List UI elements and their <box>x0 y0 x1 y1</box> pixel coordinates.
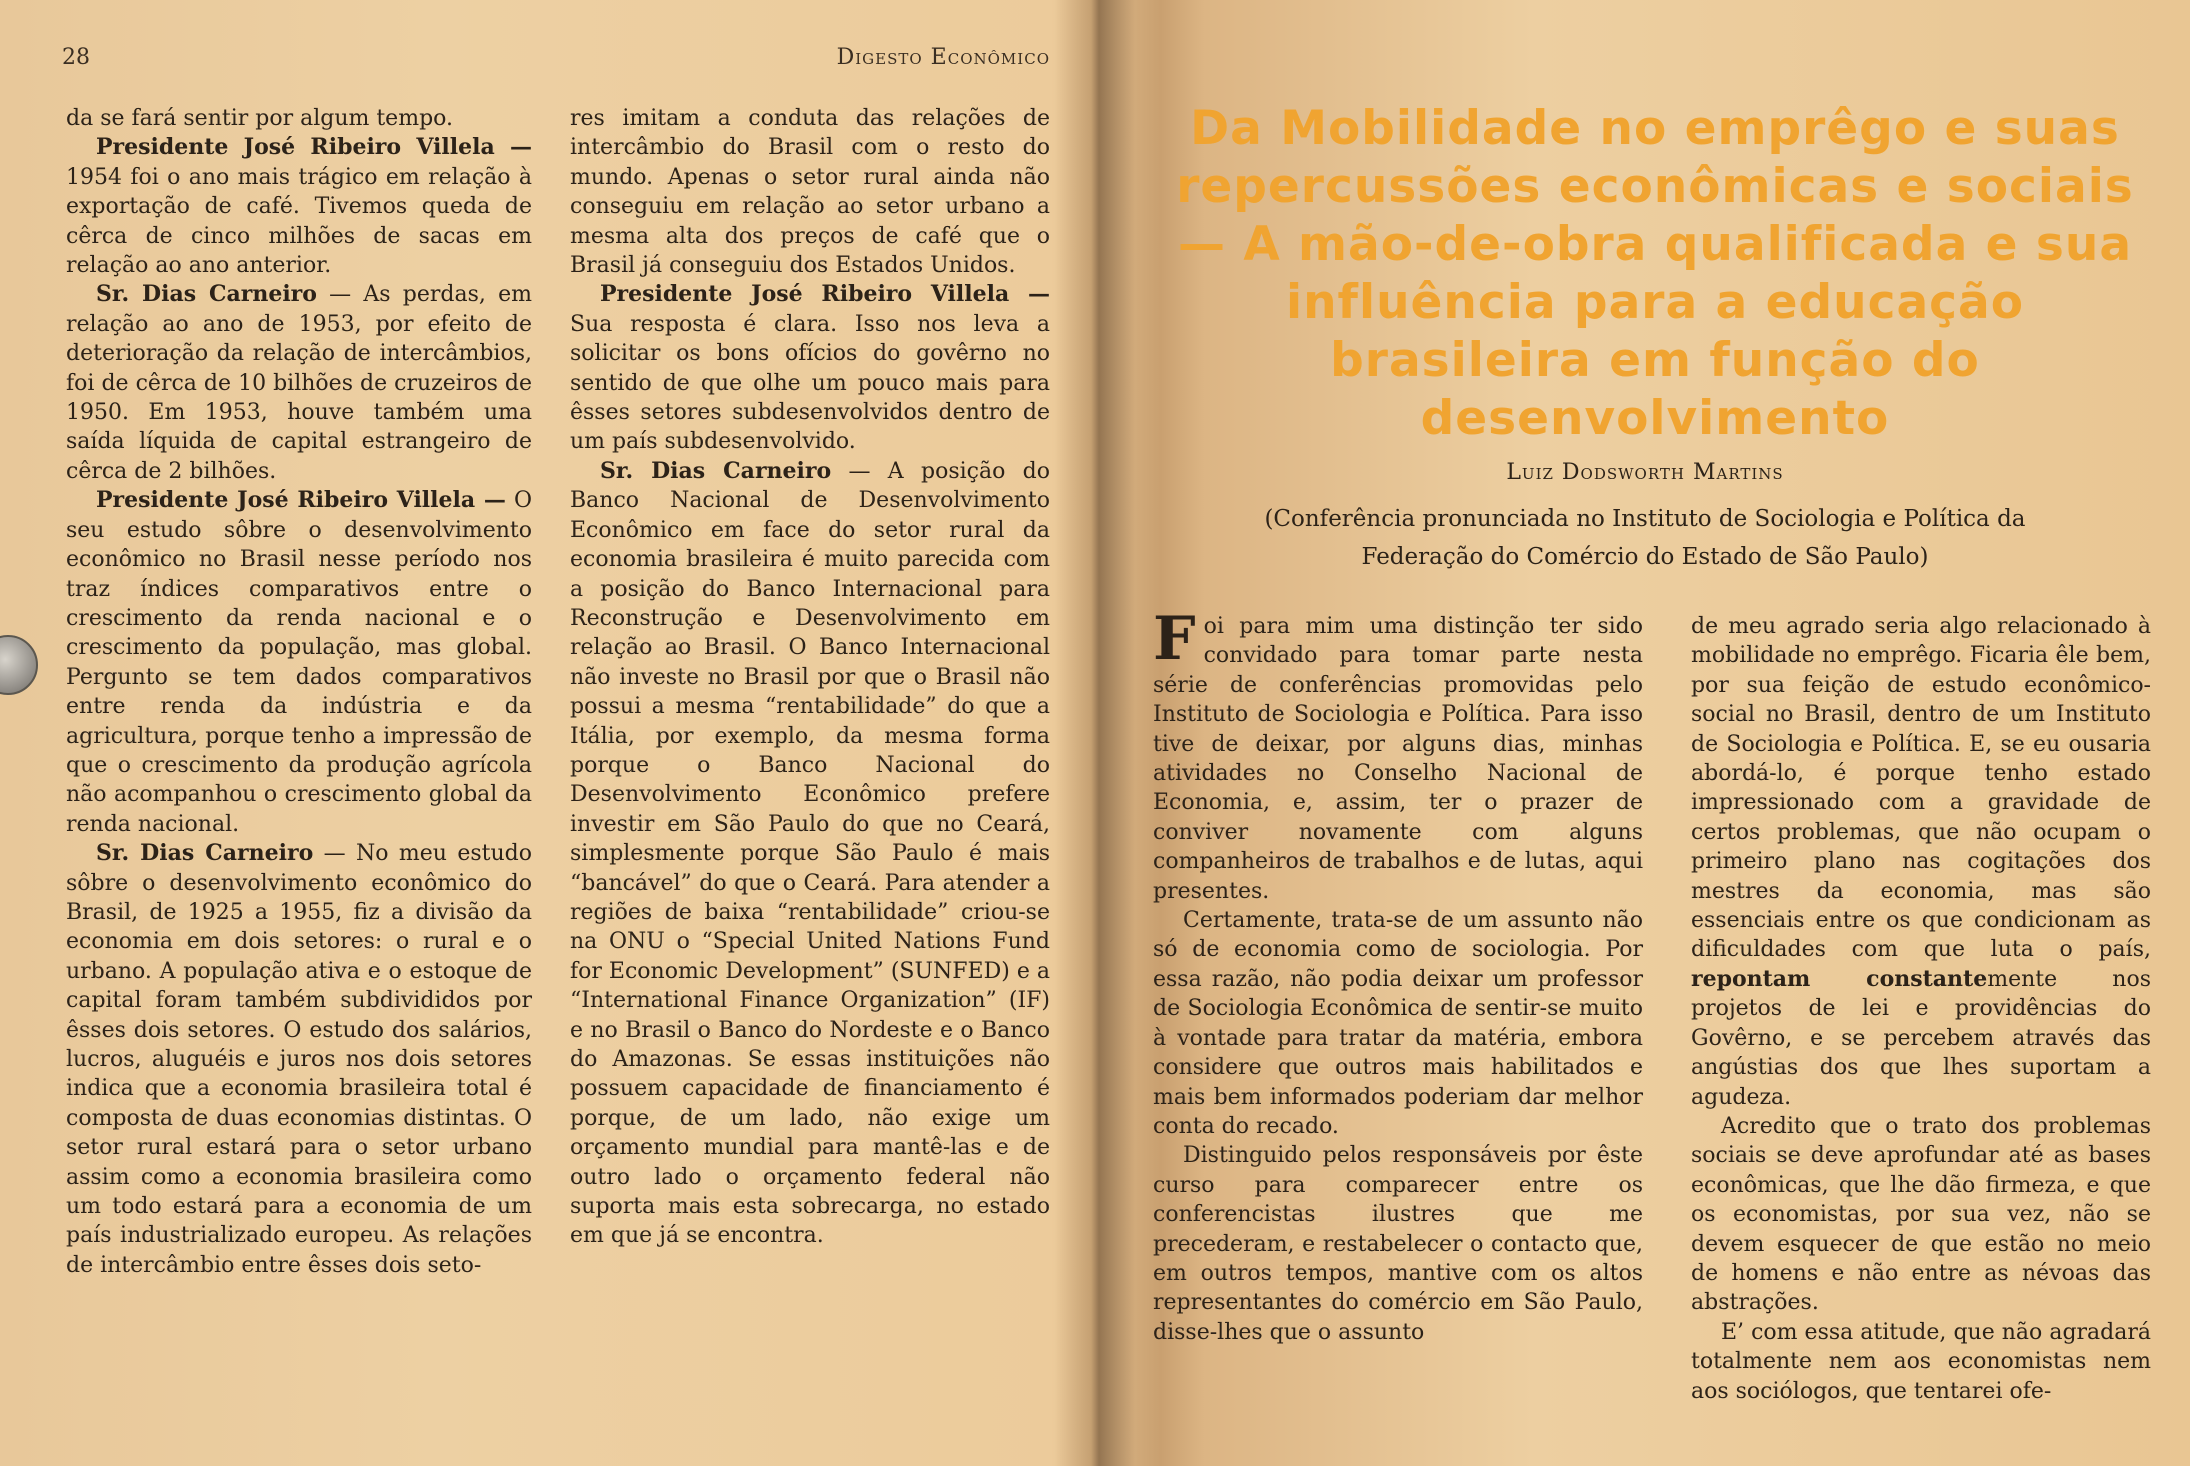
paragraph: E’ com essa atitude, que não agradará totalmente nem aos economistas nem aos sociólogos, que tentarei ofe- <box>1691 1319 2151 1404</box>
article-subtitle: (Conferência pronunciada no Instituto de Sociologia e Política da Federação do Comércio do Estado de São Paulo) <box>1264 506 2026 570</box>
right-page <box>1100 0 2190 1466</box>
speaker-name: Sr. Dias Carneiro <box>96 840 314 867</box>
paragraph: Presidente José Ribeiro Villela — Sua resposta é clara. Isso nos leva a solicitar os bons ofícios do govêrno no sentido de que olhe um pouco mais para êsses setores subdesenvolvidos dentro de um país subdesenvolvido. <box>570 281 1050 455</box>
paragraph: Sr. Dias Carneiro — A posição do Banco Nacional de Desenvolvimento Econômico em face do setor rural da economia brasileira é muito parecida com a posição do Banco Internacional para Reconstrução e Desenvolvimento em relação ao Brasil. O Banco Internacional não investe no Brasil por que o Brasil não possui a mesma “rentabilidade” do que a Itália, por exemplo, da mesma forma porque o Banco Nacional do Desenvolvimento Econômico prefere investir em São Paulo do que no Ceará, simplesmente porque São Paulo é mais “bancável” do que o Ceará. Para atender a regiões de baixa “rentabilidade” criou-se na ONU o “Special United Nations Fund for Economic Development” (SUNFED) e a “International Finance Organization” (IF) e no Brasil o Banco do Nordeste e o Banco do Amazonas. Se essas instituições não possuem capacidade de financiamento é porque, de um lado, não exige um orçamento mundial para mantê-las e de outro lado o orçamento federal não suporta mais esta sobrecarga, no estado em que já se encontra. <box>570 457 1051 1249</box>
text-column-4 <box>1691 612 2151 1406</box>
paragraph: Sr. Dias Carneiro — No meu estudo sôbre o desenvolvimento econômico do Brasil, de 1925 a 1955, fiz a divisão da economia em dois setores: o rural e o urbano. A população ativa e o estoque de capital foram também subdivididos por êsses dois setores. O estudo dos salários, lucros, aluguéis e juros nos dois setores indica que a economia brasileira total é composta de duas economias distintas. O setor rural estará para o setor urbano assim como a economia brasileira como um todo estará para a economia de um país industrializado europeu. As relações de intercâmbio entre êsses dois seto- <box>66 840 532 1278</box>
left-page <box>0 0 1090 1466</box>
journal-name: Digesto Econômico <box>836 45 1050 70</box>
paragraph: de meu agrado seria algo relacionado à mobilidade no emprêgo. Ficaria êle bem, por sua feição de estudo econômico-social no Brasil, dentro de um Instituto de Sociologia e Política. E, se eu ousaria abordá-lo, é porque tenho estado impressionado com a gravidade de certos problemas, que não ocupam o primeiro plano nas cogitações dos mestres da economia, mas são essenciais entre os que condicionam as dificuldades com que luta o país, repontam constantemente nos projetos de lei e providências do Govêrno, e se percebem através das angústias dos que lhes suportam a agudeza. <box>1691 614 2151 1110</box>
article-author: Luiz Dodsworth Martins <box>1506 460 1784 485</box>
article-title: Da Mobilidade no emprêgo e suas repercussões econômicas e sociais — A mão-de-obra qualificada e sua influência para a educação brasileira em função do desenvolvimento <box>1176 101 2134 446</box>
paragraph: Presidente José Ribeiro Villela — O seu estudo sôbre o desenvolvimento econômico no Brasil nesse período nos traz índices comparativos entre o crescimento da renda nacional e o crescimento da população, mas global. Pergunto se tem dados comparativos entre renda da indústria e da agricultura, porque tenho a impressão de que o crescimento da produção agrícola não acompanhou o crescimento global da renda nacional. <box>66 487 532 837</box>
speaker-name: Presidente José Ribeiro Villela — <box>96 134 532 161</box>
speaker-name: Sr. Dias Carneiro <box>96 281 317 308</box>
paragraph: Distinguido pelos responsáveis por êste curso para comparecer entre os conferencistas ilustres que me precederam, e restabelecer o contacto que, em outros tempos, mantive com os altos representantes do comércio em São Paulo, disse-lhes que o assunto <box>1153 1143 1643 1345</box>
paragraph: Certamente, trata-se de um assunto não só de economia como de sociologia. Por essa razão, não podia deixar um professor de Sociologia Econômica de sentir-se muito à vontade para tratar da matéria, embora considere que outros mais habilitados e mais bem informados poderiam dar melhor conta do recado. <box>1153 908 1643 1139</box>
running-header <box>60 45 1050 75</box>
page-number: 28 <box>62 45 90 70</box>
speaker-name: Sr. Dias Carneiro <box>600 457 832 484</box>
speaker-name: Presidente José Ribeiro Villela — <box>96 487 506 514</box>
paragraph: res imitam a conduta das relações de intercâmbio do Brasil com o resto do mundo. Apenas o setor rural ainda não conseguiu em relação ao setor urbano a mesma alta dos preços de café que o Brasil já conseguiu dos Estados Unidos. <box>570 106 1050 279</box>
text-column-2 <box>570 104 1050 1251</box>
paragraph: Presidente José Ribeiro Villela — 1954 foi o ano mais trágico em relação à exportação de café. Tivemos queda de cêrca de cinco milhões de sacas em relação ao ano anterior. <box>66 134 532 279</box>
drop-cap: F <box>1153 604 1196 674</box>
speaker-name: Presidente José Ribeiro Villela — <box>600 281 1050 308</box>
paragraph: Acredito que o trato dos problemas sociais se deve aprofundar até as bases econômicas, que lhe dão firmeza, e que os economistas, por sua vez, não se devem esquecer de que estão no meio de homens e não entre as névoas das abstrações. <box>1691 1113 2151 1316</box>
paragraph: Foi para mim uma distinção ter sido convidado para tomar parte nesta série de conferências promovidas pelo Instituto de Sociologia e Política. Para isso tive de deixar, por alguns dias, minhas atividades no Conselho Nacional de Economia, e, assim, ter o prazer de conviver novamente com alguns companheiros de trabalhos e de lutas, aqui presentes. <box>1153 604 1643 904</box>
text-column-3 <box>1153 604 1643 1347</box>
paragraph: Sr. Dias Carneiro — As perdas, em relação ao ano de 1953, por efeito de deterioração da relação de intercâmbios, foi de cêrca de 10 bilhões de cruzeiros de 1950. Em 1953, houve também uma saída líquida de capital estrangeiro de cêrca de 2 bilhões. <box>66 281 533 484</box>
paragraph: da se fará sentir por algum tempo. <box>66 106 453 131</box>
text-column-1 <box>66 104 532 1280</box>
